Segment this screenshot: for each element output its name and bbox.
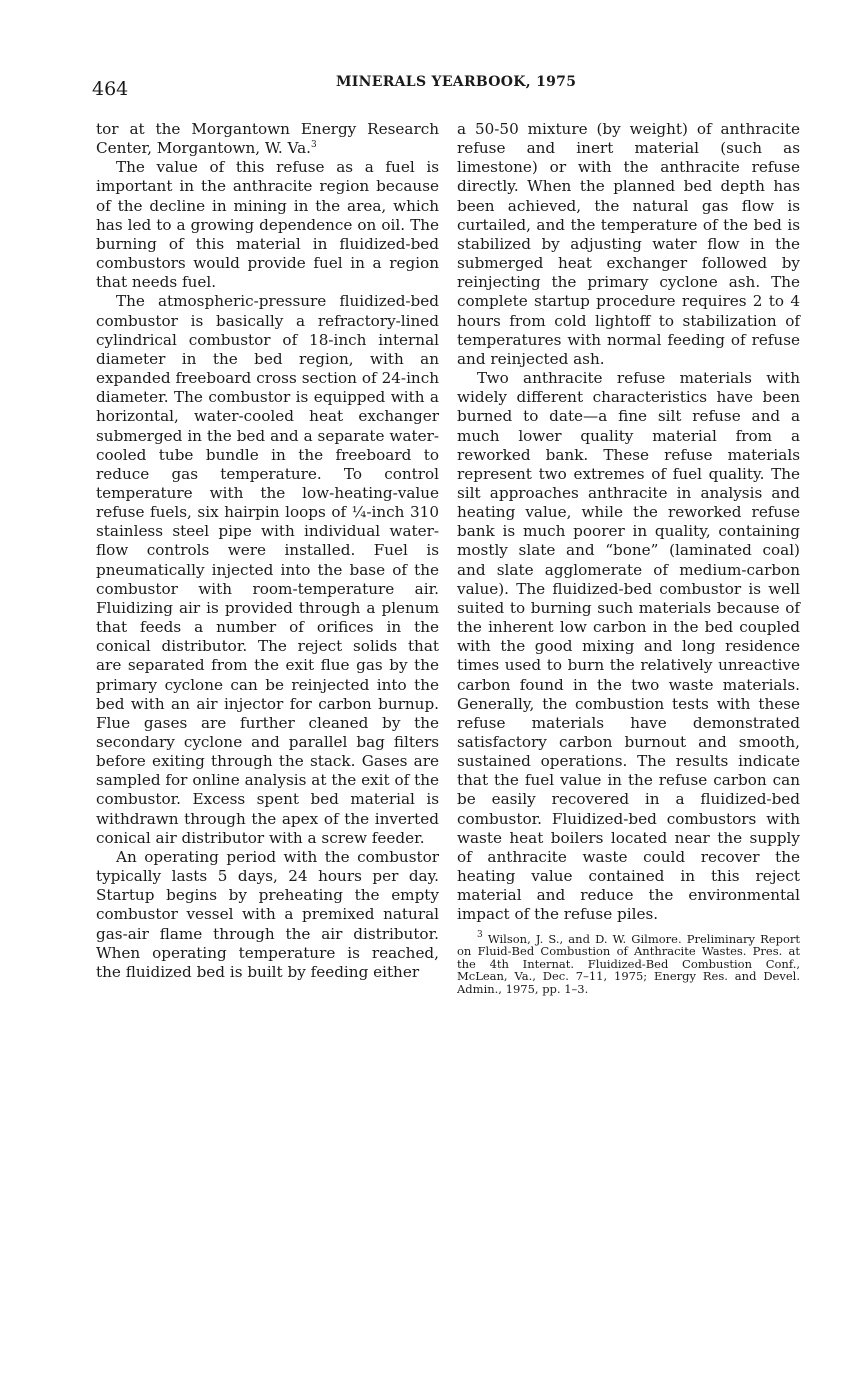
paragraph-operating-period: An operating period with the combustor typically lasts 5 days, 24 hours per day. Startup begins by preheating the empty combustor vessel with a premixed natural gas-air flame through the air distributor. When operating temperature is reached, the fluidized bed is built by feeding either — [96, 847, 439, 981]
paragraph-fuel-value: The value of this refuse as a fuel is important in the anthracite region because of the decline in mining in the area, which has led to a growing dependence on oil. The burning of this material in fluidized-bed combustors would provide fuel in a region that needs fuel. — [96, 158, 439, 292]
paragraph-combustor-description: The atmospheric-pressure fluidized-bed combustor is basically a refractory-lined cylindrical combustor of 18-inch internal diameter in the bed region, with an expanded freeboard cross section of 24-inch diameter. The combustor is equipped with a horizontal, water-cooled heat exchanger submerged in the bed and a separate water-cooled tube bundle in the freeboard to reduce gas temperature. To control temperature with the low-heating-value refuse fuels, six hairpin loops of ¼-inch 310 stainless steel pipe with individual water-flow controls were installed. Fuel is pneumatically injected into the base of the combustor with room-temperature air. Fluidizing air is provided through a plenum that feeds a number of orifices in the conical distributor. The reject solids that are separated from the exit flue gas by the primary cyclone can be reinjected into the bed with an air injector for carbon burnup. Flue gases are further cleaned by the secondary cyclone and parallel bag filters before exiting through the stack. Gases are sampled for online analysis at the exit of the combustor. Excess spent bed material is withdrawn through the apex of the inverted conical air distributor with a screw feeder. — [96, 292, 439, 847]
paragraph-refuse-materials: Two anthracite refuse materials with widely different characteristics have been burned to date—a fine silt refuse and a much lower quality material from a reworked bank. These refuse materials represent two extremes of fuel quality. The silt approaches anthracite in analysis and heating value, while the reworked refuse bank is much poorer in quality, containing mostly slate and “bone” (laminated coal) and slate agglomerate of medium-carbon value). The fluidized-bed combustor is well suited to burning such materials because of the inherent low carbon in the bed coupled with the good mixing and long residence times used to burn the relatively unreactive carbon found in the two waste materials. Generally, the combustion tests with these refuse materials have demonstrated satisfactory carbon burnout and smooth, sustained operations. The results indicate that the fuel value in the refuse carbon can be easily recovered in a fluidized-bed combustor. Fluidized-bed combustors with waste heat boilers located near the supply of anthracite waste could recover the heating value contained in this reject material and reduce the environmental impact of the refuse piles. — [457, 369, 800, 924]
right-column — [457, 120, 800, 996]
footnote — [457, 929, 800, 996]
left-column — [96, 120, 439, 982]
footnote-text: Wilson, J. S., and D. W. Gilmore. Preliminary Report on Fluid-Bed Combustion of Anthracite Wastes. Pres. at the 4th Internat. Fluidized-Bed Combustion Conf., McLean, Va., Dec. 7–11, 1975; Energy Res. and Devel. Admin., 1975, pp. 1–3. — [457, 931, 800, 996]
running-head: MINERALS YEARBOOK, 1975 — [336, 74, 577, 90]
paragraph-startup-continuation: a 50-50 mixture (by weight) of anthracite refuse and inert material (such as limestone) or with the anthracite refuse directly. When the planned bed depth has been achieved, the natural gas flow is curtailed, and the temperature of the bed is stabilized by adjusting water flow in the submerged heat exchanger followed by reinjecting the primary cyclone ash. The complete startup procedure requires 2 to 4 hours from cold lightoff to stabilization of temperatures with normal feeding of refuse and reinjected ash. — [457, 120, 800, 368]
footnote-marker: 3 — [477, 929, 483, 940]
footnote-reference: 3 — [311, 140, 317, 151]
paragraph-text: tor at the Morgantown Energy Research Center, Morgantown, W. Va. — [96, 120, 439, 158]
paragraph-continuation — [96, 120, 439, 158]
page-number: 464 — [92, 78, 129, 100]
page-header — [0, 72, 854, 100]
